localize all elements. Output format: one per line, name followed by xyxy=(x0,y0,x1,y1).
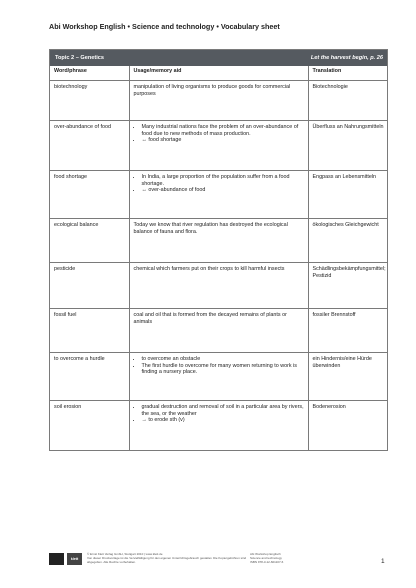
word-cell: food shortage xyxy=(50,171,129,219)
usage-item: • The first hurdle to overcome for many women returning to work is finding a nursery place. xyxy=(142,363,305,376)
word-cell: pesticide xyxy=(50,263,129,309)
table-row xyxy=(50,353,387,401)
column-header-word: Word/phrase xyxy=(50,66,129,81)
word-cell: over-abundance of food xyxy=(50,121,129,171)
table-row xyxy=(50,309,387,353)
usage-cell xyxy=(129,121,308,171)
book-title: Abi Workshop Englisch xyxy=(250,552,281,556)
word-cell: to overcome a hurdle xyxy=(50,353,129,401)
usage-text: chemical which farmers put on their crops to kill harmful insects xyxy=(133,266,285,272)
table-row xyxy=(50,171,387,219)
table-header-row xyxy=(50,66,387,81)
translation-cell: Überfluss an Nahrungsmitteln xyxy=(308,121,387,171)
table-row xyxy=(50,81,387,121)
usage-list xyxy=(134,404,305,424)
usage-cell xyxy=(129,81,308,121)
translation-cell: Schädlingsbekämpfungsmittel; Pestizid xyxy=(308,263,387,309)
copyright-line: © Ernst Klett Verlag GmbH, Stuttgart 2010 | www.klett.de xyxy=(87,552,163,556)
footer-copyright xyxy=(87,553,257,564)
usage-text: manipulation of living organisms to produce goods for commercial purposes xyxy=(133,84,291,97)
translation-cell: Engpass an Lebensmitteln xyxy=(308,171,387,219)
translation-cell: ein Hindernis/eine Hürde überwinden xyxy=(308,353,387,401)
word-cell: soil erosion xyxy=(50,401,129,450)
usage-cell xyxy=(129,171,308,219)
book-subtitle: Science and technology xyxy=(250,555,282,560)
copyright-notice: Von dieser Druckvorlage ist die Vervielfältigung für den eigenen Unterrichtsgebrauch gestattet. Die Kopiergebühren sind abgegolten. Alle Rechte vorbehalten. xyxy=(87,555,247,564)
usage-item: • Many industrial nations face the problem of an over-abundance of food due to new methods of mass production. xyxy=(142,124,305,137)
usage-item: • In India, a large proportion of the population suffer from a food shortage. xyxy=(142,174,305,187)
column-header-translation: Translation xyxy=(308,66,387,81)
publisher-logo-icon xyxy=(49,553,64,565)
word-cell: fossil fuel xyxy=(50,309,129,353)
translation-cell: Biotechnologie xyxy=(308,81,387,121)
topic-bar xyxy=(50,50,387,66)
usage-cell xyxy=(129,401,308,450)
translation-cell: fossiler Brennstoff xyxy=(308,309,387,353)
table-row xyxy=(50,401,387,450)
usage-cell xyxy=(129,263,308,309)
klett-logo-text: klett xyxy=(70,557,79,561)
usage-item: • ↔ food shortage xyxy=(142,137,305,144)
word-cell: ecological balance xyxy=(50,219,129,263)
footer-book-info xyxy=(250,553,350,564)
usage-cell xyxy=(129,353,308,401)
usage-cell xyxy=(129,219,308,263)
usage-text: coal and oil that is formed from the decayed remains of plants or animals xyxy=(133,312,287,325)
page-number: 1 xyxy=(381,558,385,565)
table-row xyxy=(50,263,387,309)
usage-cell xyxy=(129,309,308,353)
topic-label: Topic 2 – Genetics xyxy=(55,55,105,61)
word-cell: biotechnology xyxy=(50,81,129,121)
page-header: Abi Workshop English • Science and technology • Vocabulary sheet xyxy=(49,22,280,31)
usage-text: Today we know that river regulation has destroyed the ecological balance of fauna and flora. xyxy=(133,222,288,235)
column-header-usage: Usage/memory aid xyxy=(129,66,308,81)
usage-item: • ↔ over-abundance of food xyxy=(142,187,305,194)
table-row xyxy=(50,219,387,263)
translation-cell: ökologisches Gleichgewicht xyxy=(308,219,387,263)
usage-item: • gradual destruction and removal of soil in a particular area by rivers, the sea, or the weather xyxy=(142,404,305,417)
usage-list xyxy=(134,174,305,194)
klett-logo-icon xyxy=(67,553,82,565)
usage-item: • → to erode sth (v) xyxy=(142,417,305,424)
usage-list xyxy=(134,124,305,144)
translation-cell: Bodenerosion xyxy=(308,401,387,450)
usage-item: • to overcome an obstacle xyxy=(142,356,305,363)
usage-list xyxy=(134,356,305,376)
book-isbn: ISBN 978-3-12-601107-6 xyxy=(250,559,284,564)
vocabulary-table xyxy=(50,66,387,450)
vocabulary-sheet xyxy=(49,49,388,451)
topic-reference: Let the harvest begin, p. 26 xyxy=(310,55,383,61)
table-row xyxy=(50,121,387,171)
